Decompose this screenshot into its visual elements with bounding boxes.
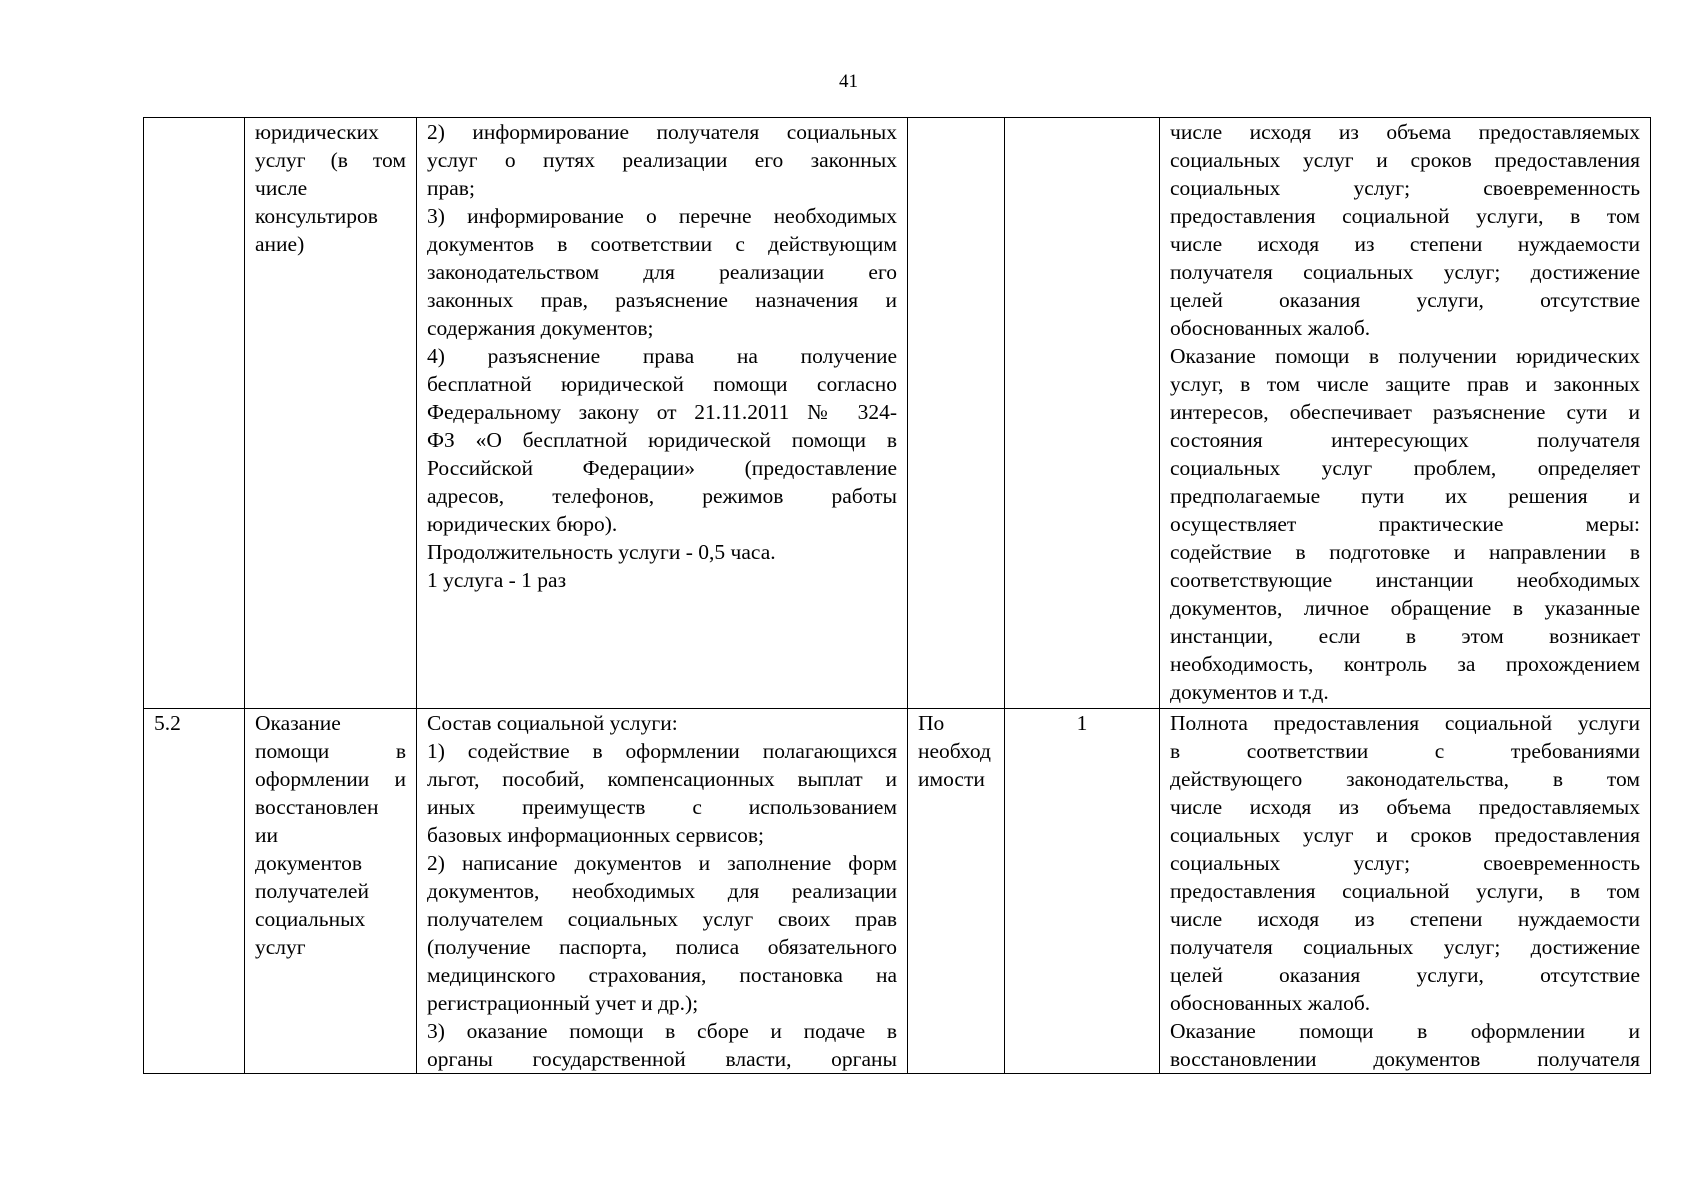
text-line: необход xyxy=(918,739,991,763)
text-line: целей оказания услуги, отсутствие xyxy=(1170,963,1640,987)
text-line: получателя социальных услуг; достижение xyxy=(1170,935,1640,959)
text-line: ФЗ «О бесплатной юридической помощи в xyxy=(427,428,897,452)
text-line: Полнота предоставления социальной услуги xyxy=(1170,711,1640,735)
text-line: оформлении и xyxy=(255,767,406,791)
text-line: юридических бюро). xyxy=(427,512,618,536)
text-line: в соответствии с требованиями xyxy=(1170,739,1640,763)
text-line: Федеральному закону от 21.11.2011 № 324- xyxy=(427,400,897,424)
text-line: Оказание помощи в оформлении и xyxy=(1170,1019,1640,1043)
text-line: органы государственной власти, органы xyxy=(427,1047,897,1071)
text-line: обоснованных жалоб. xyxy=(1170,316,1371,340)
text-line: 2) информирование получателя социальных xyxy=(427,120,897,144)
text-line: Оказание xyxy=(255,711,341,735)
text-line: содержания документов; xyxy=(427,316,654,340)
text-line: числе исходя из объема предоставляемых xyxy=(1170,795,1640,819)
cell-count xyxy=(1005,118,1160,709)
text-line: ание) xyxy=(255,232,305,256)
table-row xyxy=(144,118,1651,709)
text-line: 4) разъяснение права на получение xyxy=(427,344,897,368)
text-line: числе исходя из степени нуждаемости xyxy=(1170,907,1640,931)
text-line: Состав социальной услуги: xyxy=(427,711,678,735)
text-line: документов xyxy=(255,851,362,875)
text-line: Оказание помощи в получении юридических xyxy=(1170,344,1640,368)
text-line: предоставления социальной услуги, в том xyxy=(1170,204,1640,228)
cell-count: 1 xyxy=(1005,709,1160,1074)
text-line: ии xyxy=(255,823,279,847)
text-line: состояния интересующих получателя xyxy=(1170,428,1640,452)
cell-frequency xyxy=(908,709,1005,1074)
services-table xyxy=(143,117,1651,1074)
text-line: услуг xyxy=(255,935,306,959)
text-line: содействие в подготовке и направлении в xyxy=(1170,540,1640,564)
text-line: помощи в xyxy=(255,739,406,763)
text-line: иных преимуществ с использованием xyxy=(427,795,897,819)
text-line: льгот, пособий, компенсационных выплат и xyxy=(427,767,897,791)
cell-number: 5.2 xyxy=(144,709,245,1074)
text-line: адресов, телефонов, режимов работы xyxy=(427,484,897,508)
cell-service-content xyxy=(417,118,908,709)
text-line: социальных xyxy=(255,907,366,931)
text-line: документов, личное обращение в указанные xyxy=(1170,596,1640,620)
text-line: базовых информационных сервисов; xyxy=(427,823,764,847)
text-line: осуществляет практические меры: xyxy=(1170,512,1640,536)
text-line: действующего законодательства, в том xyxy=(1170,767,1640,791)
text-line: законодательством для реализации его xyxy=(427,260,897,284)
text-line: 1) содействие в оформлении полагающихся xyxy=(427,739,897,763)
text-line: инстанции, если в этом возникает xyxy=(1170,624,1640,648)
text-line: числе исходя из объема предоставляемых xyxy=(1170,120,1640,144)
text-line: социальных услуг и сроков предоставления xyxy=(1170,823,1640,847)
text-line: прав; xyxy=(427,176,475,200)
text-line: получателей xyxy=(255,879,369,903)
cell-frequency xyxy=(908,118,1005,709)
text-line: услуг о путях реализации его законных xyxy=(427,148,897,172)
text-line: получателем социальных услуг своих прав xyxy=(427,907,897,931)
text-line: По xyxy=(918,711,945,735)
text-line: законных прав, разъяснение назначения и xyxy=(427,288,897,312)
text-line: восстановлении документов получателя xyxy=(1170,1047,1640,1071)
cell-quality xyxy=(1160,709,1651,1074)
text-line: социальных услуг; своевременность xyxy=(1170,851,1640,875)
text-line: 1 услуга - 1 раз xyxy=(427,568,567,592)
text-line: бесплатной юридической помощи согласно xyxy=(427,372,897,396)
text-line: необходимость, контроль за прохождением xyxy=(1170,652,1640,676)
text-line: восстановлен xyxy=(255,795,379,819)
text-line: числе xyxy=(255,176,308,200)
cell-service-content xyxy=(417,709,908,1074)
text-line: имости xyxy=(918,767,985,791)
text-line: консультиров xyxy=(255,204,378,228)
text-line: числе исходя из степени нуждаемости xyxy=(1170,232,1640,256)
text-line: интересов, обеспечивает разъяснение сути и xyxy=(1170,400,1640,424)
text-line: социальных услуг и сроков предоставления xyxy=(1170,148,1640,172)
text-line: обоснованных жалоб. xyxy=(1170,991,1371,1015)
text-line: регистрационный учет и др.); xyxy=(427,991,699,1015)
text-line: получателя социальных услуг; достижение xyxy=(1170,260,1640,284)
text-line: предполагаемые пути их решения и xyxy=(1170,484,1640,508)
text-line: 2) написание документов и заполнение форм xyxy=(427,851,897,875)
text-line: юридических xyxy=(255,120,379,144)
text-line: Российской Федерации» (предоставление xyxy=(427,456,897,480)
page-number: 41 xyxy=(839,71,858,92)
text-line: соответствующие инстанции необходимых xyxy=(1170,568,1640,592)
text-line: целей оказания услуги, отсутствие xyxy=(1170,288,1640,312)
text-line: 3) информирование о перечне необходимых xyxy=(427,204,897,228)
text-line: социальных услуг; своевременность xyxy=(1170,176,1640,200)
cell-service-name xyxy=(245,118,417,709)
text-line: услуг, в том числе защите прав и законных xyxy=(1170,372,1640,396)
text-line: (получение паспорта, полиса обязательного xyxy=(427,935,897,959)
text-line: 3) оказание помощи в сборе и подаче в xyxy=(427,1019,897,1043)
text-line: медицинского страхования, постановка на xyxy=(427,963,897,987)
text-line: Продолжительность услуги - 0,5 часа. xyxy=(427,540,776,564)
cell-service-name xyxy=(245,709,417,1074)
cell-number xyxy=(144,118,245,709)
cell-quality xyxy=(1160,118,1651,709)
text-line: предоставления социальной услуги, в том xyxy=(1170,879,1640,903)
text-line: услуг (в том xyxy=(255,148,406,172)
text-line: социальных услуг проблем, определяет xyxy=(1170,456,1640,480)
text-line: документов в соответствии с действующим xyxy=(427,232,897,256)
table-row xyxy=(144,709,1651,1074)
text-line: документов, необходимых для реализации xyxy=(427,879,897,903)
text-line: документов и т.д. xyxy=(1170,680,1329,704)
